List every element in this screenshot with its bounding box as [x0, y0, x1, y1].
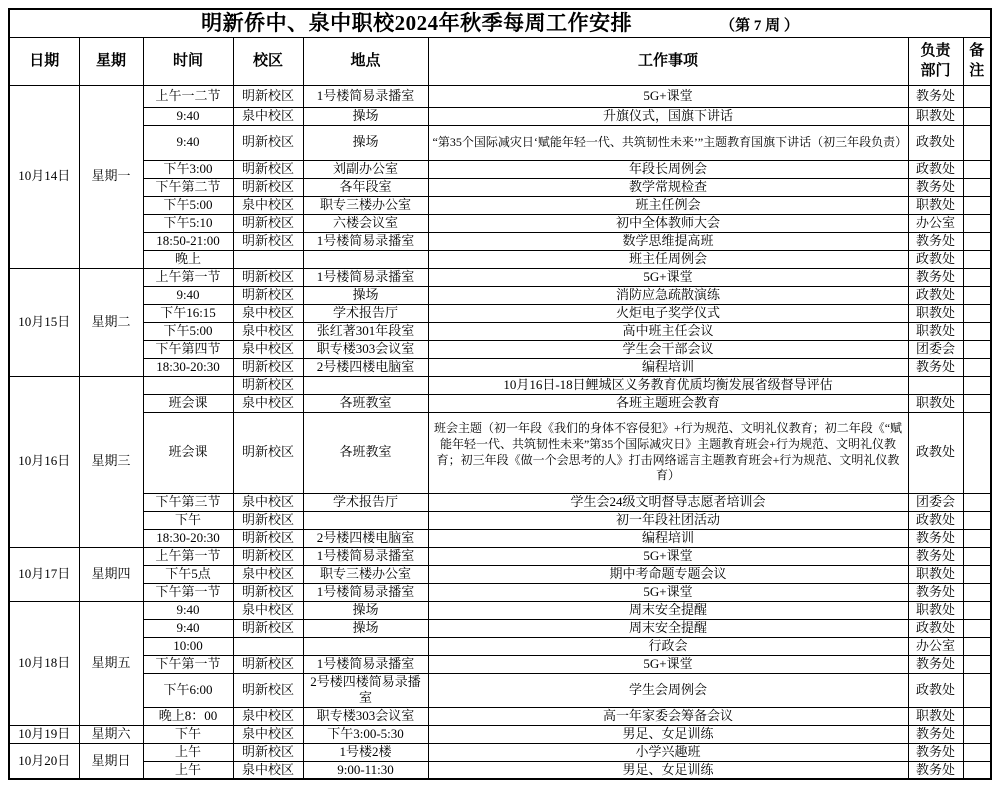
table-row — [9, 725, 991, 743]
table-row — [9, 743, 991, 761]
table-row — [9, 268, 991, 286]
cell-item: 编程培训 — [428, 529, 908, 547]
cell-location — [303, 376, 428, 394]
cell-item: 5G+课堂 — [428, 547, 908, 565]
table-row — [9, 196, 991, 214]
cell-item: 班会主题（初一年段《我们的身体不容侵犯》+行为规范、文明礼仪教育；初二年段《“赋能年轻一代、共筑韧性未来”第35个国际减灾日》主题教育班会+行为规范、文明礼仪教育；初三年段《做一个会思考的人》打击网络谣言主题教育班会+行为规范、文明礼仪教育） — [428, 412, 908, 493]
cell-item: 周末安全提醒 — [428, 601, 908, 619]
cell-note — [963, 160, 991, 178]
cell-location: 1号楼简易录播室 — [303, 268, 428, 286]
cell-location: 下午3:00-5:30 — [303, 725, 428, 743]
cell-dept: 教务处 — [908, 268, 963, 286]
cell-dept: 职教处 — [908, 601, 963, 619]
cell-item: 班主任例会 — [428, 196, 908, 214]
cell-dept: 职教处 — [908, 565, 963, 583]
cell-note — [963, 725, 991, 743]
cell-note — [963, 340, 991, 358]
cell-time: 班会课 — [143, 394, 233, 412]
cell-location: 各班教室 — [303, 412, 428, 493]
cell-time: 9:40 — [143, 286, 233, 304]
cell-note — [963, 125, 991, 160]
table-row — [9, 637, 991, 655]
cell-item: 10月16日-18日鲤城区义务教育优质均衡发展省级督导评估 — [428, 376, 908, 394]
cell-time: 晚上8：00 — [143, 707, 233, 725]
cell-campus: 明新校区 — [233, 160, 303, 178]
cell-time: 下午5:10 — [143, 214, 233, 232]
cell-time: 下午第三节 — [143, 493, 233, 511]
cell-campus: 明新校区 — [233, 511, 303, 529]
title-main-text: 明新侨中、泉中职校2024年秋季每周工作安排 — [201, 11, 633, 36]
cell-item: 学生会24级文明督导志愿者培训会 — [428, 493, 908, 511]
cell-campus: 明新校区 — [233, 232, 303, 250]
cell-time: 9:40 — [143, 601, 233, 619]
schedule-table — [8, 8, 992, 780]
cell-location: 1号楼简易录播室 — [303, 655, 428, 673]
cell-time: 下午第一节 — [143, 583, 233, 601]
cell-weekday: 星期二 — [79, 268, 143, 376]
cell-item: 高一年家委会筹备会议 — [428, 707, 908, 725]
cell-note — [963, 107, 991, 125]
cell-item: “第35个国际减灾日‘赋能年轻一代、共筑韧性未来’”主题教育国旗下讲话（初三年段负责） — [428, 125, 908, 160]
cell-dept: 教务处 — [908, 232, 963, 250]
cell-dept: 政教处 — [908, 673, 963, 707]
cell-location: 六楼会议室 — [303, 214, 428, 232]
table-row — [9, 125, 991, 160]
cell-dept: 职教处 — [908, 107, 963, 125]
cell-location: 2号楼四楼电脑室 — [303, 529, 428, 547]
cell-location: 各年段室 — [303, 178, 428, 196]
cell-note — [963, 394, 991, 412]
cell-note — [963, 196, 991, 214]
cell-note — [963, 511, 991, 529]
cell-dept: 职教处 — [908, 707, 963, 725]
table-row — [9, 107, 991, 125]
cell-time: 下午 — [143, 725, 233, 743]
table-row — [9, 160, 991, 178]
cell-campus: 明新校区 — [233, 412, 303, 493]
cell-date: 10月19日 — [9, 725, 79, 743]
cell-time: 18:30-20:30 — [143, 529, 233, 547]
cell-dept: 办公室 — [908, 214, 963, 232]
cell-item: 小学兴趣班 — [428, 743, 908, 761]
col-header-dept — [908, 37, 963, 85]
cell-campus: 明新校区 — [233, 214, 303, 232]
cell-item: 行政会 — [428, 637, 908, 655]
cell-note — [963, 268, 991, 286]
cell-dept: 政教处 — [908, 286, 963, 304]
cell-date: 10月20日 — [9, 743, 79, 779]
cell-item: 5G+课堂 — [428, 85, 908, 107]
cell-campus: 明新校区 — [233, 268, 303, 286]
cell-dept: 职教处 — [908, 196, 963, 214]
cell-date: 10月17日 — [9, 547, 79, 601]
cell-campus: 明新校区 — [233, 583, 303, 601]
cell-weekday: 星期日 — [79, 743, 143, 779]
cell-time: 下午第一节 — [143, 655, 233, 673]
cell-note — [963, 322, 991, 340]
cell-campus: 明新校区 — [233, 178, 303, 196]
cell-location: 张红著301年段室 — [303, 322, 428, 340]
cell-location: 1号楼2楼 — [303, 743, 428, 761]
cell-item: 5G+课堂 — [428, 655, 908, 673]
table-row — [9, 322, 991, 340]
cell-time: 下午6:00 — [143, 673, 233, 707]
cell-dept: 教务处 — [908, 547, 963, 565]
cell-item: 5G+课堂 — [428, 583, 908, 601]
cell-item: 初中全体教师大会 — [428, 214, 908, 232]
cell-weekday: 星期六 — [79, 725, 143, 743]
col-header-time: 时间 — [143, 37, 233, 85]
table-row — [9, 85, 991, 107]
cell-note — [963, 493, 991, 511]
col-header-date: 日期 — [9, 37, 79, 85]
col-header-dept-text: 负责部门 — [920, 42, 951, 79]
cell-date: 10月15日 — [9, 268, 79, 376]
cell-dept: 政教处 — [908, 125, 963, 160]
table-row — [9, 232, 991, 250]
cell-time: 18:50-21:00 — [143, 232, 233, 250]
cell-location: 1号楼简易录播室 — [303, 547, 428, 565]
cell-item: 期中考命题专题会议 — [428, 565, 908, 583]
cell-note — [963, 583, 991, 601]
cell-dept: 团委会 — [908, 493, 963, 511]
cell-location: 学术报告厅 — [303, 493, 428, 511]
cell-note — [963, 214, 991, 232]
cell-time: 下午5点 — [143, 565, 233, 583]
cell-dept: 教务处 — [908, 761, 963, 779]
cell-dept: 教务处 — [908, 529, 963, 547]
table-row — [9, 412, 991, 493]
cell-item: 初一年段社团活动 — [428, 511, 908, 529]
table-row — [9, 394, 991, 412]
cell-location: 刘副办公室 — [303, 160, 428, 178]
header-row — [9, 37, 991, 85]
cell-item: 周末安全提醒 — [428, 619, 908, 637]
cell-note — [963, 673, 991, 707]
cell-time: 下午 — [143, 511, 233, 529]
table-row — [9, 214, 991, 232]
cell-time: 班会课 — [143, 412, 233, 493]
cell-time: 上午 — [143, 743, 233, 761]
cell-campus: 泉中校区 — [233, 565, 303, 583]
cell-item: 消防应急疏散演练 — [428, 286, 908, 304]
cell-item: 各班主题班会教育 — [428, 394, 908, 412]
table-row — [9, 304, 991, 322]
cell-note — [963, 529, 991, 547]
cell-note — [963, 655, 991, 673]
cell-dept — [908, 376, 963, 394]
cell-note — [963, 85, 991, 107]
table-row — [9, 583, 991, 601]
table-row — [9, 493, 991, 511]
cell-location: 操场 — [303, 107, 428, 125]
cell-campus: 泉中校区 — [233, 761, 303, 779]
cell-campus: 明新校区 — [233, 619, 303, 637]
cell-item: 5G+课堂 — [428, 268, 908, 286]
col-header-note — [963, 37, 991, 85]
cell-campus: 明新校区 — [233, 743, 303, 761]
cell-weekday: 星期三 — [79, 376, 143, 547]
cell-dept: 职教处 — [908, 394, 963, 412]
cell-time: 9:40 — [143, 619, 233, 637]
table-row — [9, 376, 991, 394]
cell-dept: 政教处 — [908, 511, 963, 529]
table-row — [9, 601, 991, 619]
col-header-item: 工作事项 — [428, 37, 908, 85]
cell-location: 操场 — [303, 619, 428, 637]
table-row — [9, 250, 991, 268]
table-row — [9, 565, 991, 583]
cell-item: 学生会干部会议 — [428, 340, 908, 358]
cell-campus: 明新校区 — [233, 673, 303, 707]
cell-location: 操场 — [303, 125, 428, 160]
cell-weekday: 星期四 — [79, 547, 143, 601]
cell-note — [963, 232, 991, 250]
cell-campus: 泉中校区 — [233, 601, 303, 619]
col-header-location: 地点 — [303, 37, 428, 85]
cell-location — [303, 637, 428, 655]
cell-time: 18:30-20:30 — [143, 358, 233, 376]
cell-item: 学生会周例会 — [428, 673, 908, 707]
cell-time: 下午5:00 — [143, 196, 233, 214]
cell-campus: 泉中校区 — [233, 196, 303, 214]
cell-dept: 教务处 — [908, 725, 963, 743]
cell-date: 10月14日 — [9, 85, 79, 268]
cell-item: 编程培训 — [428, 358, 908, 376]
cell-dept: 教务处 — [908, 583, 963, 601]
cell-time: 下午5:00 — [143, 322, 233, 340]
title-row — [9, 9, 991, 37]
cell-campus — [233, 250, 303, 268]
cell-date: 10月16日 — [9, 376, 79, 547]
cell-note — [963, 358, 991, 376]
cell-location: 各班教室 — [303, 394, 428, 412]
cell-campus: 泉中校区 — [233, 340, 303, 358]
page-title — [9, 9, 991, 37]
cell-campus: 泉中校区 — [233, 394, 303, 412]
cell-note — [963, 412, 991, 493]
cell-item: 火炬电子奖学仪式 — [428, 304, 908, 322]
cell-note — [963, 547, 991, 565]
cell-time: 下午第二节 — [143, 178, 233, 196]
cell-note — [963, 619, 991, 637]
cell-item: 班主任周例会 — [428, 250, 908, 268]
table-row — [9, 619, 991, 637]
cell-dept: 教务处 — [908, 178, 963, 196]
cell-dept: 政教处 — [908, 250, 963, 268]
cell-note — [963, 250, 991, 268]
cell-location: 职专楼303会议室 — [303, 340, 428, 358]
cell-dept: 职教处 — [908, 304, 963, 322]
cell-dept: 教务处 — [908, 358, 963, 376]
cell-time: 下午16:15 — [143, 304, 233, 322]
table-row — [9, 547, 991, 565]
table-row — [9, 655, 991, 673]
cell-dept: 教务处 — [908, 655, 963, 673]
cell-dept: 政教处 — [908, 412, 963, 493]
title-week-text: （第 7 周 ） — [720, 18, 799, 35]
cell-item: 男足、女足训练 — [428, 761, 908, 779]
table-row — [9, 340, 991, 358]
cell-time: 下午第四节 — [143, 340, 233, 358]
cell-campus: 明新校区 — [233, 85, 303, 107]
cell-location: 操场 — [303, 601, 428, 619]
table-row — [9, 529, 991, 547]
cell-dept: 教务处 — [908, 85, 963, 107]
cell-item: 年段长周例会 — [428, 160, 908, 178]
cell-item: 高中班主任会议 — [428, 322, 908, 340]
cell-item: 升旗仪式，国旗下讲话 — [428, 107, 908, 125]
cell-campus: 明新校区 — [233, 376, 303, 394]
cell-time: 上午第一节 — [143, 268, 233, 286]
cell-note — [963, 286, 991, 304]
cell-time: 9:40 — [143, 125, 233, 160]
col-header-note-text: 备注 — [969, 42, 985, 79]
cell-campus: 泉中校区 — [233, 107, 303, 125]
cell-item: 教学常规检查 — [428, 178, 908, 196]
cell-dept: 办公室 — [908, 637, 963, 655]
cell-location — [303, 511, 428, 529]
col-header-campus: 校区 — [233, 37, 303, 85]
cell-note — [963, 376, 991, 394]
table-row — [9, 761, 991, 779]
cell-time: 上午 — [143, 761, 233, 779]
cell-campus: 明新校区 — [233, 358, 303, 376]
cell-location: 职专三楼办公室 — [303, 565, 428, 583]
cell-note — [963, 178, 991, 196]
cell-time: 上午一二节 — [143, 85, 233, 107]
cell-dept: 政教处 — [908, 619, 963, 637]
cell-dept: 职教处 — [908, 322, 963, 340]
cell-location: 1号楼简易录播室 — [303, 85, 428, 107]
cell-note — [963, 761, 991, 779]
cell-weekday: 星期一 — [79, 85, 143, 268]
cell-location: 2号楼四楼电脑室 — [303, 358, 428, 376]
table-row — [9, 707, 991, 725]
cell-campus: 泉中校区 — [233, 322, 303, 340]
table-row — [9, 358, 991, 376]
table-row — [9, 673, 991, 707]
cell-item: 数学思维提高班 — [428, 232, 908, 250]
table-row — [9, 286, 991, 304]
cell-dept: 政教处 — [908, 160, 963, 178]
cell-location: 职专楼303会议室 — [303, 707, 428, 725]
cell-note — [963, 743, 991, 761]
cell-time: 9:40 — [143, 107, 233, 125]
cell-date: 10月18日 — [9, 601, 79, 725]
cell-note — [963, 601, 991, 619]
cell-location — [303, 250, 428, 268]
cell-time: 10:00 — [143, 637, 233, 655]
cell-weekday: 星期五 — [79, 601, 143, 725]
cell-item: 男足、女足训练 — [428, 725, 908, 743]
table-row — [9, 178, 991, 196]
cell-campus: 明新校区 — [233, 286, 303, 304]
cell-note — [963, 637, 991, 655]
cell-campus: 泉中校区 — [233, 493, 303, 511]
cell-campus: 明新校区 — [233, 547, 303, 565]
cell-campus: 明新校区 — [233, 529, 303, 547]
cell-location: 2号楼四楼简易录播室 — [303, 673, 428, 707]
cell-campus: 泉中校区 — [233, 707, 303, 725]
cell-campus: 泉中校区 — [233, 304, 303, 322]
cell-time: 晚上 — [143, 250, 233, 268]
table-row — [9, 511, 991, 529]
cell-note — [963, 707, 991, 725]
cell-campus: 明新校区 — [233, 125, 303, 160]
cell-dept: 团委会 — [908, 340, 963, 358]
cell-note — [963, 565, 991, 583]
col-header-weekday: 星期 — [79, 37, 143, 85]
cell-note — [963, 304, 991, 322]
cell-campus — [233, 637, 303, 655]
cell-location: 1号楼简易录播室 — [303, 232, 428, 250]
cell-location: 操场 — [303, 286, 428, 304]
cell-time: 下午3:00 — [143, 160, 233, 178]
cell-time: 上午第一节 — [143, 547, 233, 565]
cell-location: 职专三楼办公室 — [303, 196, 428, 214]
cell-location: 9:00-11:30 — [303, 761, 428, 779]
cell-location: 1号楼简易录播室 — [303, 583, 428, 601]
cell-campus: 明新校区 — [233, 655, 303, 673]
cell-time — [143, 376, 233, 394]
cell-dept: 教务处 — [908, 743, 963, 761]
cell-campus: 泉中校区 — [233, 725, 303, 743]
cell-location: 学术报告厅 — [303, 304, 428, 322]
